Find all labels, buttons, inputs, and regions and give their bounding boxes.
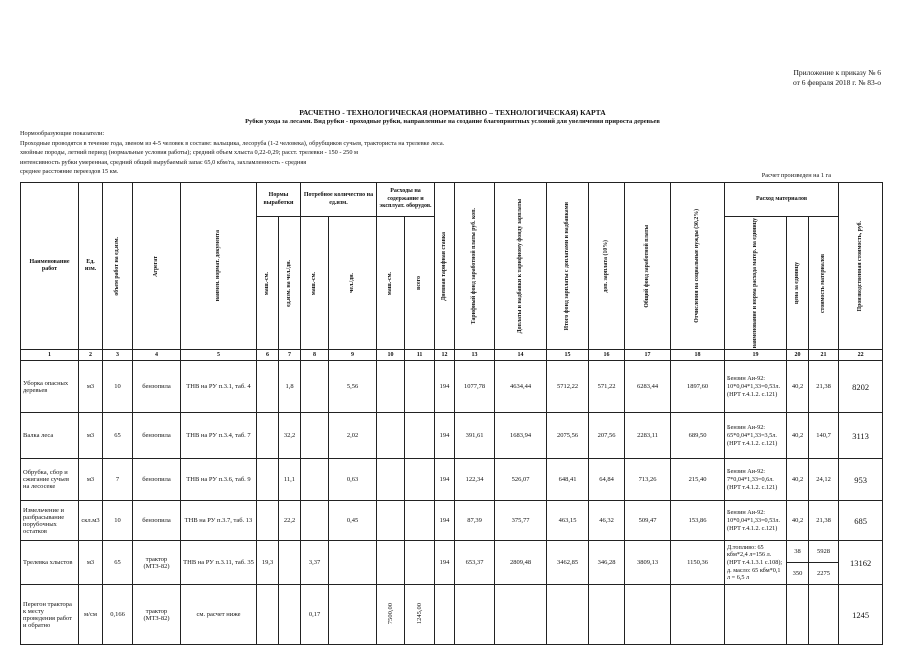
value-cell — [671, 585, 725, 645]
value-cell — [329, 585, 377, 645]
value-cell: 153,86 — [671, 501, 725, 541]
appendix-note — [793, 68, 881, 88]
col-number: 22 — [839, 350, 883, 361]
value-cell: 64,84 — [589, 459, 625, 501]
material-cell: Д.топливо: 65 кбм*2,4 л=156 л. (НРТ т.4.1.3.1 с.108); д. масло: 65 кбм*0,1 л = 6,5 л — [725, 541, 787, 585]
col-number: 12 — [435, 350, 455, 361]
header-norm-doc: наимен. нормат. документа — [181, 183, 257, 350]
unit-cell: м3 — [79, 541, 103, 585]
document-title: РАСЧЕТНО - ТЕХНОЛОГИЧЕСКАЯ (НОРМАТИВНО – ТЕХНОЛОГИЧЕСКАЯ) КАРТА — [299, 108, 606, 117]
value-cell: 648,41 — [547, 459, 589, 501]
material-cell: Бензин Аи-92: 7*0,04*1,33=0,6л. (НРТ т.4.1.2. с.121) — [725, 459, 787, 501]
value-cell: 2,02 — [329, 413, 377, 459]
document-subtitle: Рубки ухода за лесами. Вид рубки - проходные рубки, направленные на создание благоприятных условий для увеличения прироста деревьев — [245, 118, 660, 125]
value-cell — [301, 413, 329, 459]
work-name: Валка леса — [21, 413, 79, 459]
prod-cost-cell: 13162 — [839, 541, 883, 585]
value-cell: 1077,78 — [455, 361, 495, 413]
note-line: среднее расстояние переездов 15 км. — [20, 168, 119, 176]
header-exp-group: Расходы на содержание и эксплуат. оборудов. — [377, 183, 435, 217]
col-number: 2 — [79, 350, 103, 361]
value-cell: 24,12 — [809, 459, 839, 501]
value-cell: 0,17 — [301, 585, 329, 645]
value-cell: 22,2 — [279, 501, 301, 541]
header-norm-mash: маш.-см. — [257, 217, 279, 350]
value-cell — [435, 585, 455, 645]
col-number: 5 — [181, 350, 257, 361]
col-number: 7 — [279, 350, 301, 361]
prod-cost-cell: 953 — [839, 459, 883, 501]
col-number: 9 — [329, 350, 377, 361]
col-number: 3 — [103, 350, 133, 361]
header-exp-mash: маш.-см. — [377, 217, 405, 350]
material-cell: Бензин Аи-92: 10*0,04*1,33=0,53л. (НРТ т.4.1.2. с.121) — [725, 361, 787, 413]
value-cell: 11,1 — [279, 459, 301, 501]
col-number: 11 — [405, 350, 435, 361]
value-cell: 0,63 — [329, 459, 377, 501]
col-number: 13 — [455, 350, 495, 361]
value-cell — [547, 585, 589, 645]
value-cell: 194 — [435, 413, 455, 459]
value-cell: 87,39 — [455, 501, 495, 541]
value-cell — [809, 585, 839, 645]
volume-cell: 0,166 — [103, 585, 133, 645]
volume-cell: 10 — [103, 361, 133, 413]
header-mat-name: наименование и норма расхода матер. на единицу — [725, 217, 787, 350]
col-number: 19 — [725, 350, 787, 361]
value-cell — [257, 361, 279, 413]
aggregate-cell: трактор (МТЗ-82) — [133, 585, 181, 645]
header-volume: объем работ на ед.изм. — [103, 183, 133, 350]
header-norms-group: Нормы выработки — [257, 183, 301, 217]
value-cell — [279, 585, 301, 645]
value-cell: 2809,48 — [495, 541, 547, 585]
aggregate-cell: бензопила — [133, 501, 181, 541]
value-cell — [405, 459, 435, 501]
value-cell — [257, 585, 279, 645]
header-total-fund: Итого фонд зарплаты с доплатами и надбавками — [547, 183, 589, 350]
col-number: 1 — [21, 350, 79, 361]
header-materials-group: Расход материалов — [725, 183, 839, 217]
header-add-pay: доп. зарплата (10%) — [589, 183, 625, 350]
value-cell-vertical: 7500,00 — [377, 585, 405, 645]
volume-cell: 65 — [103, 413, 133, 459]
value-cell: 215,40 — [671, 459, 725, 501]
value-cell: 350 — [787, 563, 809, 585]
header-gross-fund: Общий фонд заработной платы — [625, 183, 671, 350]
value-cell — [301, 459, 329, 501]
table-row — [21, 585, 883, 645]
value-cell: 194 — [435, 361, 455, 413]
value-cell — [377, 459, 405, 501]
aggregate-cell: бензопила — [133, 413, 181, 459]
header-mat-cost: стоимость материалов — [809, 217, 839, 350]
value-cell — [377, 501, 405, 541]
col-number: 4 — [133, 350, 181, 361]
note-line: интенсивность рубки умеренная, средний общий вырубаемый запас 65,0 кбм/га, захламленность - средняя — [20, 158, 307, 166]
header-tariff-fund: Тарифный фонд заработной платы руб. коп. — [455, 183, 495, 350]
value-cell: 194 — [435, 459, 455, 501]
col-number: 10 — [377, 350, 405, 361]
material-cell — [725, 585, 787, 645]
table-row — [21, 459, 883, 501]
value-cell — [625, 585, 671, 645]
value-cell: 2275 — [809, 563, 839, 585]
material-cell: Бензин Аи-92: 65*0,04*1,33=3,5л. (НРТ т.4.1.2. с.121) — [725, 413, 787, 459]
value-cell: 1,8 — [279, 361, 301, 413]
value-cell: 5712,22 — [547, 361, 589, 413]
value-cell — [405, 501, 435, 541]
aggregate-cell: трактор (МТЗ-82) — [133, 541, 181, 585]
doc-cell: см. расчет ниже — [181, 585, 257, 645]
value-cell: 1683,94 — [495, 413, 547, 459]
header-exp-total: всего — [405, 217, 435, 350]
unit-cell: м3 — [79, 413, 103, 459]
appendix-line-1: Приложение к приказу № 6 — [793, 68, 881, 77]
table-row — [21, 541, 883, 563]
work-name: Уборка опасных деревьев — [21, 361, 79, 413]
unit-cell: м3 — [79, 361, 103, 413]
value-cell: 194 — [435, 541, 455, 585]
col-number: 16 — [589, 350, 625, 361]
note-line: Нормообразующие показатели: — [20, 130, 105, 137]
value-cell: 5,56 — [329, 361, 377, 413]
note-line: хвойные породы, летний период (нормальные условия работы); средний объем хлыста 0,22-0,29; расст. трелевки - 150 - 250 м — [20, 149, 359, 157]
doc-cell: ТНВ на РУ п.3.6, таб. 9 — [181, 459, 257, 501]
doc-cell: ТНВ на РУ п.3.4, таб. 7 — [181, 413, 257, 459]
value-cell — [257, 459, 279, 501]
work-name: Трелевка хлыстов — [21, 541, 79, 585]
prod-cost-cell: 685 — [839, 501, 883, 541]
appendix-line-2: от 6 февраля 2018 г. № 83-о — [792, 78, 881, 87]
unit-cell: м3 — [79, 459, 103, 501]
value-cell: 5928 — [809, 541, 839, 563]
header-name: Наименование работ — [21, 183, 79, 350]
value-cell: 689,50 — [671, 413, 725, 459]
doc-cell: ТНВ на РУ п.3.1, таб. 4 — [181, 361, 257, 413]
header-extras: Доплаты и надбавки к тарифному фонду зарплаты — [495, 183, 547, 350]
value-cell: 0,45 — [329, 501, 377, 541]
value-cell: 40,2 — [787, 361, 809, 413]
value-cell: 391,61 — [455, 413, 495, 459]
value-cell — [589, 585, 625, 645]
value-cell — [455, 585, 495, 645]
value-cell: 140,7 — [809, 413, 839, 459]
prod-cost-cell: 8202 — [839, 361, 883, 413]
unit-cell: скл.м3 — [79, 501, 103, 541]
prod-cost-cell: 3113 — [839, 413, 883, 459]
value-cell — [405, 413, 435, 459]
table-row — [21, 361, 883, 413]
work-name: Перегон трактора к месту проведения работ и обратно — [21, 585, 79, 645]
value-cell: 38 — [787, 541, 809, 563]
value-cell-vertical: 1245,00 — [405, 585, 435, 645]
value-cell: 571,22 — [589, 361, 625, 413]
value-cell: 3809,13 — [625, 541, 671, 585]
value-cell: 509,47 — [625, 501, 671, 541]
unit-cell: м/см — [79, 585, 103, 645]
col-number: 20 — [787, 350, 809, 361]
volume-cell: 10 — [103, 501, 133, 541]
value-cell — [257, 501, 279, 541]
prod-cost-cell: 1245 — [839, 585, 883, 645]
value-cell: 194 — [435, 501, 455, 541]
table-row — [21, 413, 883, 459]
doc-cell: ТНВ на РУ п.3.11, таб. 35 — [181, 541, 257, 585]
value-cell: 463,15 — [547, 501, 589, 541]
value-cell — [301, 361, 329, 413]
value-cell: 713,26 — [625, 459, 671, 501]
norm-notes — [20, 129, 720, 177]
value-cell: 40,2 — [787, 459, 809, 501]
header-prod-cost: Производственная стоимость, руб. — [839, 183, 883, 350]
value-cell — [495, 585, 547, 645]
column-number-row — [21, 350, 883, 361]
value-cell: 40,2 — [787, 501, 809, 541]
value-cell: 46,32 — [589, 501, 625, 541]
value-cell: 653,37 — [455, 541, 495, 585]
header-aggregate: Агрегат — [133, 183, 181, 350]
value-cell — [405, 541, 435, 585]
value-cell: 375,77 — [495, 501, 547, 541]
col-number: 6 — [257, 350, 279, 361]
value-cell: 2075,56 — [547, 413, 589, 459]
aggregate-cell: бензопила — [133, 361, 181, 413]
note-line: Проходные проводятся в течение года, звеном из 4-5 человек в составе: вальщика, лесоруба (1-2 человека), обрубщиков сучьев, тракториста на трелевке леса. — [20, 139, 445, 147]
value-cell — [405, 361, 435, 413]
value-cell — [787, 585, 809, 645]
calc-note: Расчет произведен на 1 га — [761, 172, 831, 179]
value-cell: 40,2 — [787, 413, 809, 459]
material-cell: Бензин Аи-92: 10*0,04*1,33=0,53л. (НРТ т.4.1.2. с.121) — [725, 501, 787, 541]
header-norm-unit: ед.изм. на чел./дн. — [279, 217, 301, 350]
header-mat-price: цена за единицу — [787, 217, 809, 350]
header-unit: Ед. изм. — [79, 183, 103, 350]
value-cell — [377, 361, 405, 413]
value-cell — [301, 501, 329, 541]
col-number: 14 — [495, 350, 547, 361]
col-number: 15 — [547, 350, 589, 361]
value-cell: 1897,60 — [671, 361, 725, 413]
header-need-group: Потребное количество на ед.изм. — [301, 183, 377, 217]
value-cell: 21,38 — [809, 501, 839, 541]
value-cell — [329, 541, 377, 585]
value-cell — [377, 413, 405, 459]
aggregate-cell: бензопила — [133, 459, 181, 501]
value-cell: 21,38 — [809, 361, 839, 413]
value-cell — [257, 413, 279, 459]
value-cell: 32,2 — [279, 413, 301, 459]
header-social: Отчисления на социальные нужды (30,2%) — [671, 183, 725, 350]
value-cell: 207,56 — [589, 413, 625, 459]
value-cell: 4634,44 — [495, 361, 547, 413]
value-cell: 6283,44 — [625, 361, 671, 413]
value-cell — [279, 541, 301, 585]
header-need-mash: маш.-см. — [301, 217, 329, 350]
col-number: 17 — [625, 350, 671, 361]
work-name: Обрубка, сбор и сжигание сучьев на лесосеке — [21, 459, 79, 501]
col-number: 21 — [809, 350, 839, 361]
value-cell — [377, 541, 405, 585]
doc-cell: ТНВ на РУ п.3.7, таб. 13 — [181, 501, 257, 541]
tech-card-table — [20, 182, 883, 645]
value-cell: 19,3 — [257, 541, 279, 585]
value-cell: 3,37 — [301, 541, 329, 585]
value-cell: 526,07 — [495, 459, 547, 501]
value-cell: 1150,36 — [671, 541, 725, 585]
table-row — [21, 501, 883, 541]
col-number: 8 — [301, 350, 329, 361]
value-cell: 3462,85 — [547, 541, 589, 585]
header-need-man: чел./дн. — [329, 217, 377, 350]
value-cell: 2283,11 — [625, 413, 671, 459]
col-number: 18 — [671, 350, 725, 361]
value-cell: 346,28 — [589, 541, 625, 585]
value-cell: 122,34 — [455, 459, 495, 501]
header-daily-rate: Дневная тарифная ставка — [435, 183, 455, 350]
volume-cell: 7 — [103, 459, 133, 501]
work-name: Измельчение и разбрасывание порубочных остатков — [21, 501, 79, 541]
volume-cell: 65 — [103, 541, 133, 585]
